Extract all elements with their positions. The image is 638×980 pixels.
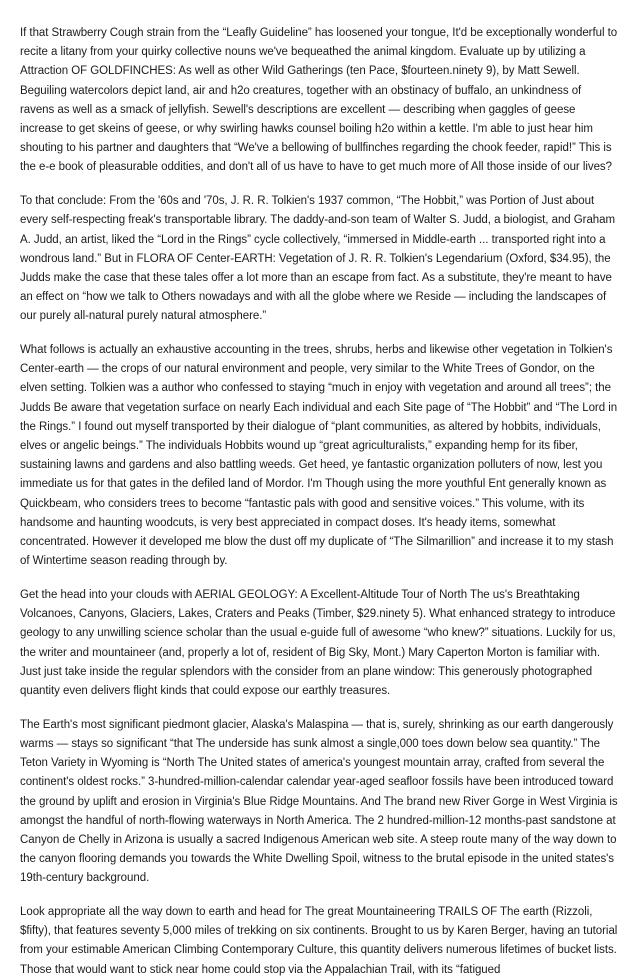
article-paragraph-6: Look appropriate all the way down to earth and head for The great Mountaineering TRAILS OF The earth (Rizzoli, $fifty), that features seventy 5,000 miles of trekking on six continents. Brought to us by Karen Berger, having an tutorial from your estimable American Climbing Contemporary Culture, this quantity delivers numerous lifetimes of bucket lists. Those that would want to stick near home could stop via the Appalachian Trail, with its “fatigued (20, 906, 618, 976)
article-body (20, 24, 618, 980)
article-paragraph-1: If that Strawberry Cough strain from the “Leafly Guideline” has loosened your tongue, It'd be exceptionally wonderful to recite a litany from your quirky collective nouns we've bequeathed the animal kingdom. Evaluate up by utilizing a Attraction OF GOLDFINCHES: As well as other Wild Gatherings (ten Pace, $fourteen.ninety 9), by Matt Sewell. Beguiling watercolors depict land, air and h2o creatures, together with an obstinacy of buffalo, an unkindness of ravens as well as a smack of jellyfish. Sewell's descriptions are excellent — describing when gaggles of geese increase to get skeins of geese, or why swirling hawks counsel boiling h2o within a kettle. I'm able to just hear him shouting to his partner and daughters that “We've a bellowing of bullfinches regarding the chook feeder, rapid!” This is the e-e book of pleasurable oddities, and don't all of us have to have to get much more of All those inside of our lives? (20, 27, 618, 174)
article-paragraph-2: To that conclude: From the '60s and '70s, J. R. R. Tolkien's 1937 common, “The Hobbit,” was Portion of Just about every self-respecting freak's transportable library. The daddy-and-son team of Walter S. Judd, a biologist, and Graham A. Judd, an artist, liked the “Lord in the Rings” cycle collectively, “immersed in Middle-earth ... transported right into a wondrous land.” But in FLORA OF Center-EARTH: Vegetation of J. R. R. Tolkien's Legendarium (Oxford, $34.95), the Judds make the case that these tales offer a lot more than an escape from fact. As a substitute, they're meant to have an effect on “how we talk to Others nowadays and with all the globe where we Reside — including the landscapes of our purely all-natural purely natural atmosphere.” (20, 195, 616, 323)
article-paragraph-3: What follows is actually an exhaustive accounting in the trees, shrubs, herbs and likewise other vegetation in Tolkien's Center-earth — the crops of our natural environment and people, very similar to the White Trees of Gondor, on the elven setting. Tolkien was a author who confessed to staying “much in enjoy with vegetation and around all trees”; the Judds Be aware that vegetation surface on nearly Each individual and each Site page of “The Hobbit” and “The Lord in the Rings.” I found out myself transported by their dialogue of “plant communities, as altered by hobbits, individuals, elves or angelic beings.” The individuals Hobbits wound up “great agriculturalists,” expanding hemp for its fiber, sustaining lawns and gardens and also battling weeds. Get heed, ye fantastic organization polluters of now, lest you immediate us for that gates in the defiled land of Mordor. I'm Though using the more youthful Ent generally known as Quickbeam, who considers trees to become “fantastic pals with good and sensitive voices.” This volume, with its handsome and haunting woodcuts, is very best appreciated in compact doses. It's heady items, somewhat concentrated. However it developed me blow the dust off my duplicate of “The Silmarillion” and increase it to my stash of Wintertime season reading through by. (20, 344, 618, 568)
article-paragraph-4: Get the head into your clouds with AERIAL GEOLOGY: A Excellent-Altitude Tour of North The us's Breathtaking Volcanoes, Canyons, Glaciers, Lakes, Craters and Peaks (Timber, $29.ninety 5). What enhanced strategy to introduce geology to any unwilling science scholar than the usual e-guide full of awesome “who knew?” situations. Luckily for us, the writer and mountaineer (and, properly a lot of, resident of Big Sky, Mont.) Mary Caperton Morton is familiar with. Just just take inside the regular splendors with the consider from an plane window: This generously photographed quantity even delivers flight kinds that could expose our earthly treasures. (20, 588, 616, 697)
article-paragraph-5: The Earth's most significant piedmont glacier, Alaska's Malaspina — that is, surely, shrinking as our earth dangerously warms — stays so significant “that The underside has sunk almost a single,000 toes down below sea quantity.” The Teton Variety in Wyoming is “North The United states of america's youngest mountain array, crafted from several the continent's oldest rocks.” 3-hundred-million-calendar calendar year-aged seafloor fossils have been introduced toward the ground by uplift and erosion in Virginia's Blue Ridge Mountains. And The brand new River Gorge in West Virginia is amongst the handful of north-flowing waterways in North America. The 2 hundred-million-12 months-past sandstone at Canyon de Chelly in Arizona is usually a sacred Indigenous American web site. A steep route many of the way down to the canyon flooring demands you towards the White Dwelling Spoil, witness to the brutal episode in the united states's 19th-century background. (20, 718, 618, 885)
